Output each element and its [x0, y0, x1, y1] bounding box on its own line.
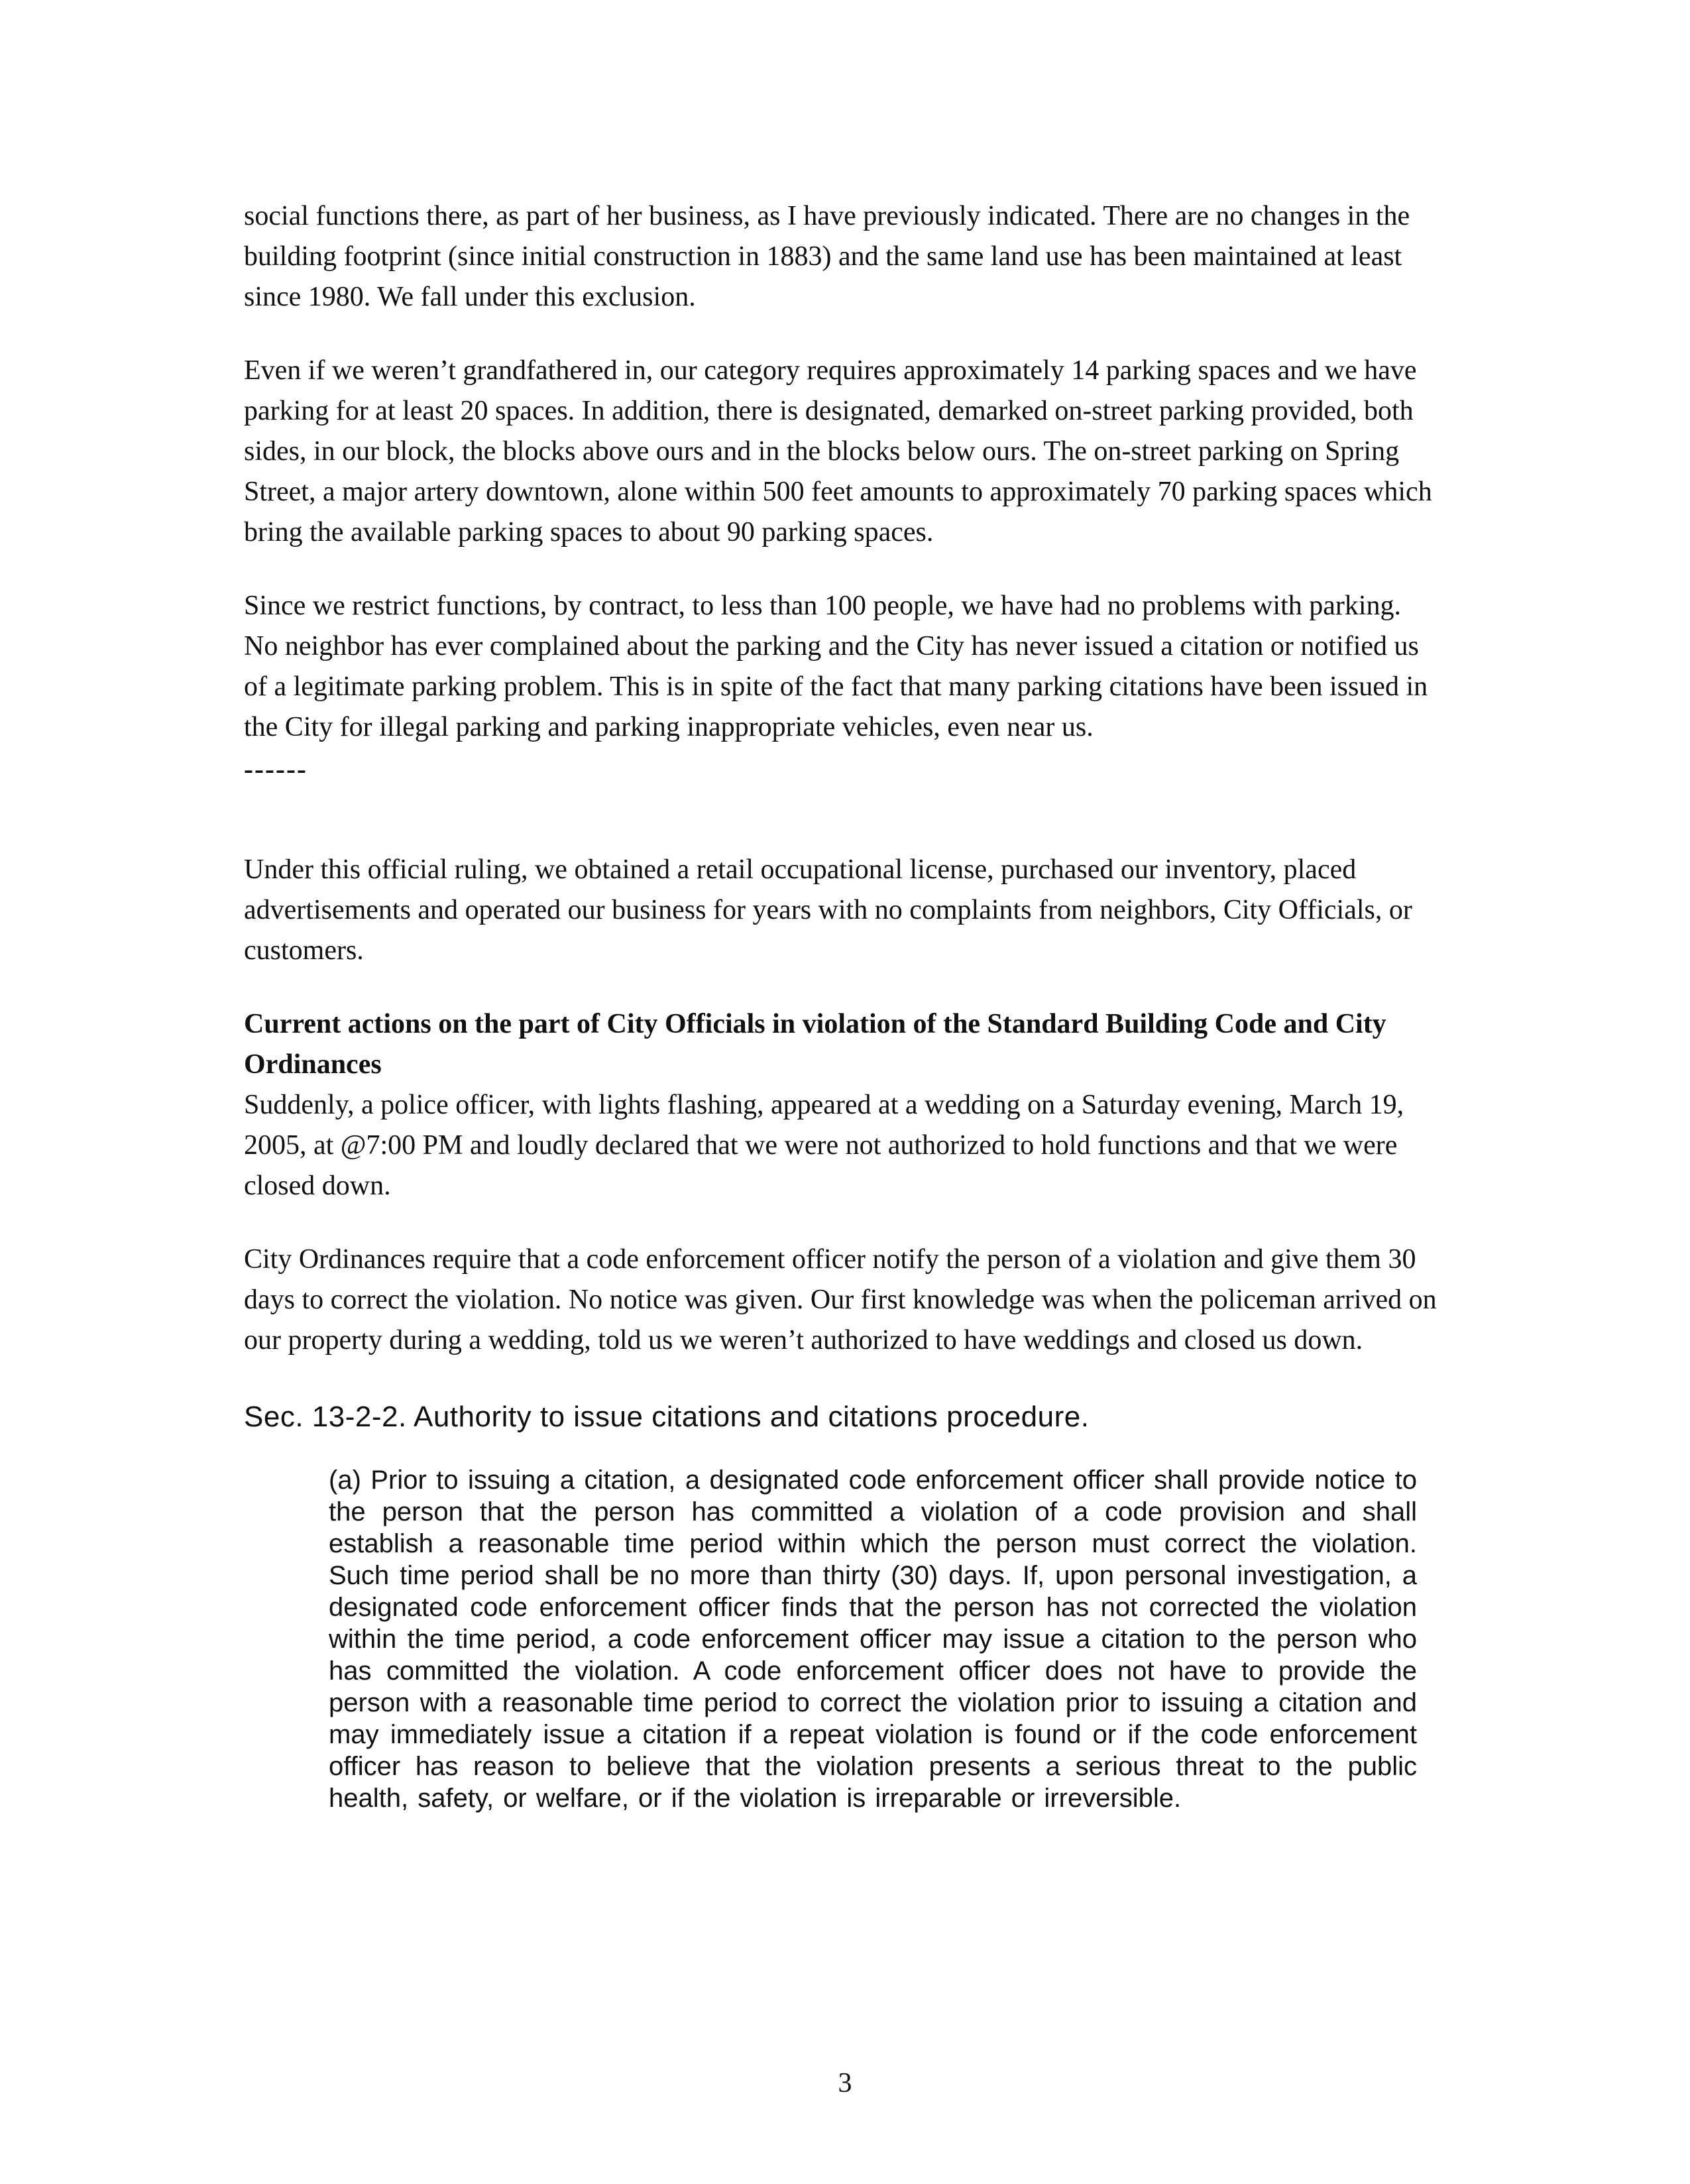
- paragraph-city-ordinances: City Ordinances require that a code enforcement officer notify the person of a violation and give them 30 days to correct the violation. No notice was given. Our first knowledge was when the policeman arrived on our property during a wedding, told us we weren’t authorized to have weddings and closed us down.: [244, 1244, 1437, 1355]
- separator-dashes: ------: [244, 754, 308, 785]
- paragraph-restrict-functions: Since we restrict functions, by contract, to less than 100 people, we have had no problems with parking. No neighbor has ever complained about the parking and the City has never issued a citation or notified us of a legitimate parking problem. This is in spite of the fact that many parking citations have been issued in the City for illegal parking and parking inappropriate vehicles, even near us.: [244, 591, 1428, 742]
- heading-current-actions: Current actions on the part of City Officials in violation of the Standard Building Code and City Ordinances: [244, 1009, 1386, 1080]
- document-body: [244, 196, 1437, 1814]
- page-number: 3: [838, 2068, 852, 2098]
- paragraph-police-officer: Suddenly, a police officer, with lights flashing, appeared at a wedding on a Saturday evening, March 19, 2005, at @7:00 PM and loudly declared that we were not authorized to hold functions and that we were closed down.: [244, 1090, 1404, 1201]
- paragraph-official-ruling: Under this official ruling, we obtained a retail occupational license, purchased our inventory, placed advertisements and operated our business for years with no complaints from neighbors, City Officials, or customers.: [244, 854, 1412, 966]
- heading-sec-13-2-2: Sec. 13-2-2. Authority to issue citations and citations procedure.: [244, 1401, 1090, 1433]
- paragraph-parking-spaces: Even if we weren’t grandfathered in, our category requires approximately 14 parking spaces and we have parking for at least 20 spaces. In addition, there is designated, demarked on-street parking provided, both sides, in our block, the blocks above ours and in the blocks below ours. The on-street parking on Spring Street, a major artery downtown, alone within 500 feet amounts to approximately 70 parking spaces which bring the available parking spaces to about 90 parking spaces.: [244, 355, 1432, 547]
- paragraph-exclusion: social functions there, as part of her business, as I have previously indicated. There are no changes in the building footprint (since initial construction in 1883) and the same land use has been maintained at least since 1980. We fall under this exclusion.: [244, 201, 1410, 312]
- paragraph-sec-13-2-2-a: (a) Prior to issuing a citation, a designated code enforcement officer shall provide notice to the person that the person has committed a violation of a code provision and shall establish a reasonable time period within which the person must correct the violation. Such time period shall be no more than thirty (30) days. If, upon personal investigation, a designated code enforcement officer finds that the person has not corrected the violation within the time period, a code enforcement officer may issue a citation to the person who has committed the violation. A code enforcement officer does not have to provide the person with a reasonable time period to correct the violation prior to issuing a citation and may immediately issue a citation if a repeat violation is found or if the code enforcement officer has reason to believe that the violation presents a serious threat to the public health, safety, or welfare, or if the violation is irreparable or irreversible.: [329, 1466, 1417, 1813]
